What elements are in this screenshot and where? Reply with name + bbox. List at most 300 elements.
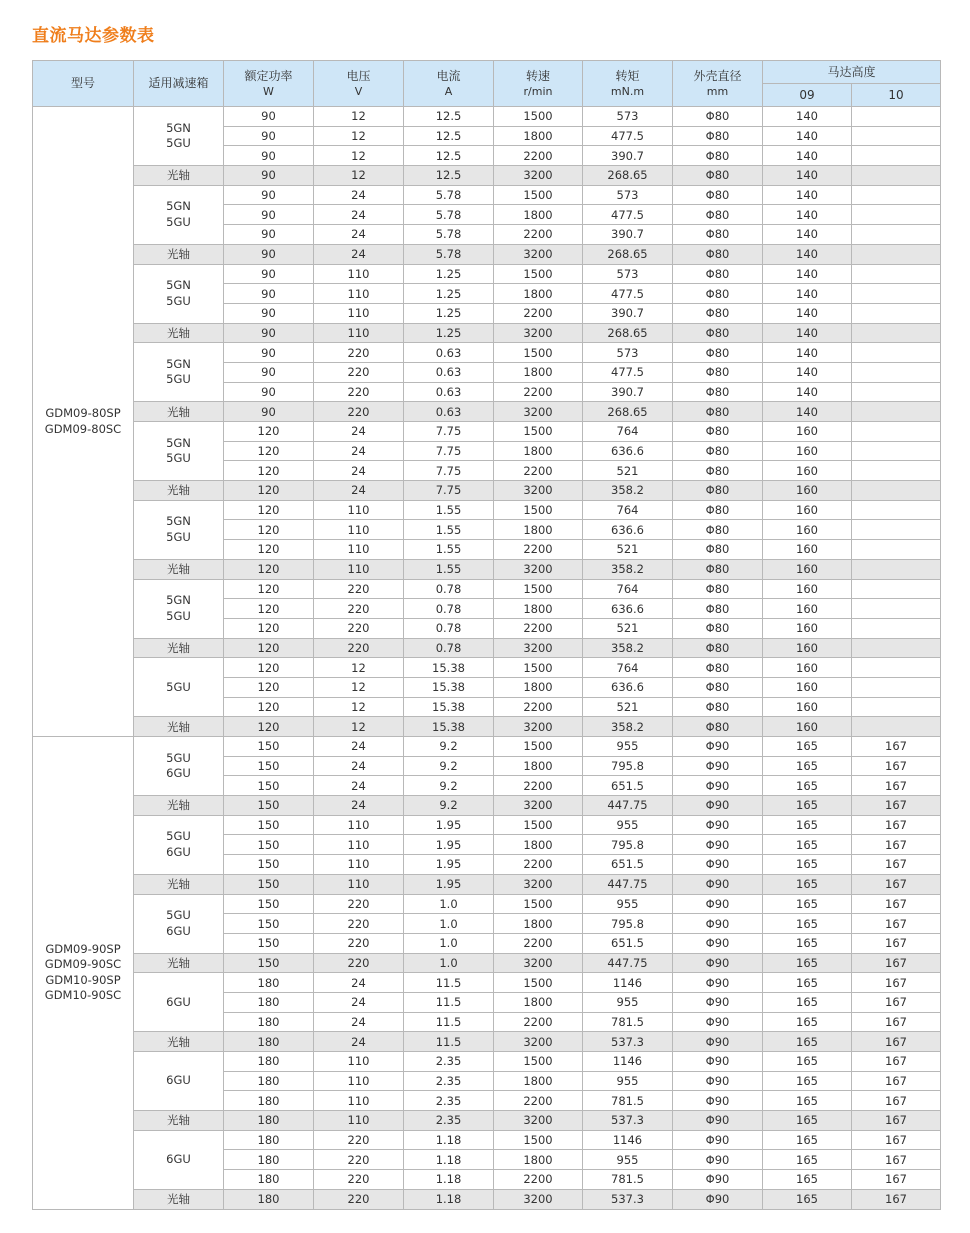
diameter-cell: Φ80 (673, 107, 763, 127)
height-10-cell: 167 (852, 1170, 941, 1190)
speed-cell: 1500 (494, 422, 583, 442)
height-09-cell: 165 (763, 874, 852, 894)
current-cell: 5.78 (404, 225, 494, 245)
diameter-cell: Φ80 (673, 461, 763, 481)
height-10-cell (852, 540, 941, 560)
table-row (33, 422, 941, 442)
height-09-cell: 140 (763, 107, 852, 127)
diameter-cell: Φ90 (673, 737, 763, 757)
gearbox-cell (134, 737, 224, 796)
voltage-cell: 110 (314, 1111, 404, 1131)
shaft-row (33, 481, 941, 501)
diameter-cell: Φ80 (673, 520, 763, 540)
height-10-cell (852, 382, 941, 402)
speed-cell: 2200 (494, 618, 583, 638)
voltage-cell: 220 (314, 1130, 404, 1150)
height-10-cell (852, 618, 941, 638)
power-cell: 90 (224, 264, 314, 284)
shaft-row (33, 244, 941, 264)
diameter-cell: Φ80 (673, 697, 763, 717)
torque-cell: 651.5 (583, 933, 673, 953)
voltage-cell: 12 (314, 126, 404, 146)
height-09-cell: 165 (763, 894, 852, 914)
table-row (33, 579, 941, 599)
height-10-cell (852, 599, 941, 619)
current-cell: 11.5 (404, 992, 494, 1012)
power-cell: 150 (224, 855, 314, 875)
power-cell: 90 (224, 284, 314, 304)
gearbox-name: 6GU (166, 766, 191, 781)
gearbox-name: 5GN (166, 593, 191, 608)
power-cell: 90 (224, 402, 314, 422)
voltage-cell: 110 (314, 520, 404, 540)
speed-cell: 2200 (494, 303, 583, 323)
shaft-label-cell: 光轴 (134, 166, 224, 186)
model-name: GDM10-90SP (45, 972, 121, 987)
power-cell: 180 (224, 1111, 314, 1131)
gearbox-cell (134, 973, 224, 1032)
header-current (404, 61, 494, 107)
voltage-cell: 220 (314, 638, 404, 658)
shaft-label-cell: 光轴 (134, 874, 224, 894)
height-09-cell: 140 (763, 323, 852, 343)
torque-cell: 521 (583, 697, 673, 717)
header-voltage (314, 61, 404, 107)
speed-cell: 1500 (494, 107, 583, 127)
diameter-cell: Φ80 (673, 166, 763, 186)
voltage-cell: 110 (314, 815, 404, 835)
height-10-cell: 167 (852, 1130, 941, 1150)
model-name: GDM09-90SC (44, 957, 122, 972)
power-cell: 120 (224, 520, 314, 540)
diameter-cell: Φ80 (673, 599, 763, 619)
diameter-cell: Φ80 (673, 441, 763, 461)
height-09-cell: 165 (763, 1170, 852, 1190)
power-cell: 120 (224, 717, 314, 737)
power-cell: 180 (224, 1130, 314, 1150)
diameter-cell: Φ80 (673, 284, 763, 304)
current-cell: 1.95 (404, 855, 494, 875)
current-cell: 7.75 (404, 422, 494, 442)
height-10-cell (852, 441, 941, 461)
torque-cell: 390.7 (583, 382, 673, 402)
shaft-label-cell: 光轴 (134, 244, 224, 264)
height-09-cell: 140 (763, 205, 852, 225)
speed-cell: 3200 (494, 166, 583, 186)
current-cell: 2.35 (404, 1052, 494, 1072)
diameter-cell: Φ80 (673, 638, 763, 658)
speed-cell: 1500 (494, 185, 583, 205)
voltage-cell: 110 (314, 303, 404, 323)
gearbox-name: 5GU (166, 372, 191, 387)
speed-cell: 2200 (494, 855, 583, 875)
table-body (33, 107, 941, 1210)
diameter-cell: Φ90 (673, 953, 763, 973)
speed-cell: 1500 (494, 658, 583, 678)
table-row (33, 973, 941, 993)
diameter-cell: Φ80 (673, 225, 763, 245)
torque-cell: 358.2 (583, 717, 673, 737)
power-cell: 150 (224, 796, 314, 816)
speed-cell: 1800 (494, 992, 583, 1012)
header-torque-unit: mN.m (610, 84, 645, 98)
height-10-cell (852, 107, 941, 127)
shaft-label-cell: 光轴 (134, 402, 224, 422)
height-10-cell (852, 185, 941, 205)
diameter-cell: Φ90 (673, 894, 763, 914)
speed-cell: 2200 (494, 1012, 583, 1032)
table-row (33, 815, 941, 835)
height-09-cell: 160 (763, 697, 852, 717)
power-cell: 90 (224, 362, 314, 382)
voltage-cell: 24 (314, 422, 404, 442)
diameter-cell: Φ90 (673, 1071, 763, 1091)
shaft-row (33, 1189, 941, 1209)
height-10-cell (852, 323, 941, 343)
height-10-cell: 167 (852, 914, 941, 934)
height-09-cell: 160 (763, 599, 852, 619)
speed-cell: 1800 (494, 835, 583, 855)
shaft-label-cell: 光轴 (134, 953, 224, 973)
voltage-cell: 220 (314, 914, 404, 934)
diameter-cell: Φ90 (673, 796, 763, 816)
header-current-label: 电流 (436, 68, 461, 83)
voltage-cell: 220 (314, 933, 404, 953)
height-10-cell: 167 (852, 992, 941, 1012)
header-height: 马达高度 (763, 61, 941, 84)
diameter-cell: Φ80 (673, 146, 763, 166)
height-09-cell: 140 (763, 185, 852, 205)
voltage-cell: 24 (314, 973, 404, 993)
torque-cell: 636.6 (583, 599, 673, 619)
height-10-cell: 167 (852, 1091, 941, 1111)
power-cell: 150 (224, 756, 314, 776)
speed-cell: 1500 (494, 737, 583, 757)
height-09-cell: 165 (763, 992, 852, 1012)
power-cell: 90 (224, 166, 314, 186)
torque-cell: 781.5 (583, 1091, 673, 1111)
torque-cell: 636.6 (583, 677, 673, 697)
voltage-cell: 110 (314, 264, 404, 284)
power-cell: 180 (224, 1189, 314, 1209)
power-cell: 180 (224, 1071, 314, 1091)
diameter-cell: Φ90 (673, 1170, 763, 1190)
torque-cell: 268.65 (583, 244, 673, 264)
header-voltage-label: 电压 (346, 68, 371, 83)
torque-cell: 268.65 (583, 166, 673, 186)
current-cell: 2.35 (404, 1111, 494, 1131)
torque-cell: 477.5 (583, 362, 673, 382)
voltage-cell: 24 (314, 737, 404, 757)
speed-cell: 1500 (494, 579, 583, 599)
header-power-label: 额定功率 (244, 68, 293, 83)
power-cell: 90 (224, 343, 314, 363)
gearbox-name: 5GN (166, 435, 191, 450)
current-cell: 5.78 (404, 185, 494, 205)
current-cell: 15.38 (404, 717, 494, 737)
voltage-cell: 110 (314, 559, 404, 579)
height-10-cell (852, 362, 941, 382)
speed-cell: 2200 (494, 1170, 583, 1190)
torque-cell: 573 (583, 107, 673, 127)
torque-cell: 521 (583, 540, 673, 560)
model-name: GDM09-80SP (45, 406, 121, 420)
model-cell (33, 107, 134, 737)
height-10-cell (852, 402, 941, 422)
gearbox-cell (134, 185, 224, 244)
height-09-cell: 140 (763, 166, 852, 186)
height-10-cell: 167 (852, 776, 941, 796)
voltage-cell: 24 (314, 205, 404, 225)
voltage-cell: 110 (314, 500, 404, 520)
power-cell: 120 (224, 638, 314, 658)
current-cell: 9.2 (404, 737, 494, 757)
gearbox-cell (134, 579, 224, 638)
header-diameter (673, 61, 763, 107)
height-10-cell: 167 (852, 973, 941, 993)
power-cell: 90 (224, 225, 314, 245)
height-09-cell: 165 (763, 1012, 852, 1032)
table-row (33, 1130, 941, 1150)
height-09-cell: 165 (763, 835, 852, 855)
diameter-cell: Φ80 (673, 382, 763, 402)
power-cell: 90 (224, 205, 314, 225)
height-09-cell: 140 (763, 264, 852, 284)
diameter-cell: Φ90 (673, 1032, 763, 1052)
height-10-cell: 167 (852, 894, 941, 914)
current-cell: 11.5 (404, 1032, 494, 1052)
diameter-cell: Φ90 (673, 1012, 763, 1032)
current-cell: 1.0 (404, 933, 494, 953)
speed-cell: 1500 (494, 973, 583, 993)
height-09-cell: 165 (763, 1130, 852, 1150)
diameter-cell: Φ90 (673, 835, 763, 855)
current-cell: 0.78 (404, 599, 494, 619)
height-10-cell: 167 (852, 953, 941, 973)
header-torque-label: 转矩 (615, 68, 640, 83)
gearbox-name: 5GU (166, 829, 191, 844)
speed-cell: 3200 (494, 717, 583, 737)
shaft-label-cell: 光轴 (134, 1189, 224, 1209)
gearbox-name: 5GU (166, 451, 191, 466)
speed-cell: 1800 (494, 599, 583, 619)
height-10-cell: 167 (852, 1052, 941, 1072)
model-cell (33, 737, 134, 1210)
power-cell: 150 (224, 835, 314, 855)
power-cell: 150 (224, 874, 314, 894)
header-speed-label: 转速 (525, 68, 550, 83)
speed-cell: 3200 (494, 1032, 583, 1052)
speed-cell: 3200 (494, 796, 583, 816)
diameter-cell: Φ80 (673, 264, 763, 284)
height-09-cell: 160 (763, 638, 852, 658)
height-09-cell: 160 (763, 481, 852, 501)
gearbox-name: 5GU (166, 679, 191, 694)
diameter-cell: Φ90 (673, 992, 763, 1012)
height-09-cell: 165 (763, 776, 852, 796)
speed-cell: 1800 (494, 677, 583, 697)
current-cell: 5.78 (404, 244, 494, 264)
power-cell: 180 (224, 992, 314, 1012)
voltage-cell: 24 (314, 185, 404, 205)
torque-cell: 781.5 (583, 1012, 673, 1032)
height-09-cell: 160 (763, 579, 852, 599)
speed-cell: 3200 (494, 638, 583, 658)
speed-cell: 1800 (494, 441, 583, 461)
height-10-cell (852, 658, 941, 678)
table-row (33, 500, 941, 520)
height-10-cell: 167 (852, 1071, 941, 1091)
current-cell: 1.0 (404, 914, 494, 934)
torque-cell: 651.5 (583, 855, 673, 875)
speed-cell: 2200 (494, 146, 583, 166)
height-09-cell: 165 (763, 1032, 852, 1052)
table-row (33, 264, 941, 284)
table-row (33, 343, 941, 363)
speed-cell: 1800 (494, 1150, 583, 1170)
speed-cell: 1500 (494, 1052, 583, 1072)
power-cell: 150 (224, 737, 314, 757)
height-10-cell: 167 (852, 737, 941, 757)
current-cell: 15.38 (404, 677, 494, 697)
shaft-row (33, 638, 941, 658)
gearbox-cell (134, 107, 224, 166)
power-cell: 120 (224, 579, 314, 599)
table-row (33, 185, 941, 205)
voltage-cell: 110 (314, 540, 404, 560)
power-cell: 120 (224, 540, 314, 560)
voltage-cell: 12 (314, 697, 404, 717)
diameter-cell: Φ80 (673, 402, 763, 422)
diameter-cell: Φ80 (673, 126, 763, 146)
current-cell: 12.5 (404, 166, 494, 186)
height-09-cell: 160 (763, 461, 852, 481)
current-cell: 9.2 (404, 776, 494, 796)
current-cell: 1.18 (404, 1189, 494, 1209)
current-cell: 7.75 (404, 441, 494, 461)
height-09-cell: 165 (763, 933, 852, 953)
gearbox-name: 5GU (166, 293, 191, 308)
gearbox-cell (134, 343, 224, 402)
torque-cell: 573 (583, 343, 673, 363)
gearbox-cell (134, 264, 224, 323)
shaft-label-cell: 光轴 (134, 1032, 224, 1052)
power-cell: 120 (224, 559, 314, 579)
header-current-unit: A (444, 84, 453, 98)
voltage-cell: 24 (314, 441, 404, 461)
diameter-cell: Φ90 (673, 874, 763, 894)
height-09-cell: 140 (763, 244, 852, 264)
torque-cell: 573 (583, 264, 673, 284)
height-09-cell: 165 (763, 737, 852, 757)
shaft-row (33, 1032, 941, 1052)
torque-cell: 795.8 (583, 756, 673, 776)
power-cell: 120 (224, 599, 314, 619)
current-cell: 1.55 (404, 520, 494, 540)
power-cell: 120 (224, 481, 314, 501)
diameter-cell: Φ90 (673, 1150, 763, 1170)
height-10-cell (852, 677, 941, 697)
torque-cell: 795.8 (583, 914, 673, 934)
page-title: 直流马达参数表 (32, 26, 155, 46)
current-cell: 7.75 (404, 481, 494, 501)
shaft-row (33, 796, 941, 816)
speed-cell: 2200 (494, 540, 583, 560)
diameter-cell: Φ80 (673, 500, 763, 520)
current-cell: 1.18 (404, 1150, 494, 1170)
voltage-cell: 110 (314, 1052, 404, 1072)
speed-cell: 1500 (494, 343, 583, 363)
voltage-cell: 220 (314, 953, 404, 973)
header-torque (583, 61, 673, 107)
model-name: GDM09-80SC (44, 421, 122, 436)
power-cell: 150 (224, 815, 314, 835)
height-10-cell: 167 (852, 855, 941, 875)
torque-cell: 268.65 (583, 402, 673, 422)
current-cell: 2.35 (404, 1091, 494, 1111)
height-10-cell (852, 481, 941, 501)
diameter-cell: Φ80 (673, 205, 763, 225)
current-cell: 1.25 (404, 323, 494, 343)
height-09-cell: 160 (763, 540, 852, 560)
height-10-cell: 167 (852, 796, 941, 816)
voltage-cell: 12 (314, 677, 404, 697)
speed-cell: 1500 (494, 500, 583, 520)
gearbox-name: 6GU (166, 1073, 191, 1088)
torque-cell: 447.75 (583, 874, 673, 894)
power-cell: 90 (224, 185, 314, 205)
shaft-label-cell: 光轴 (134, 796, 224, 816)
header-power-unit: W (263, 84, 274, 98)
gearbox-name: 6GU (166, 844, 191, 859)
shaft-row (33, 323, 941, 343)
gearbox-name: 5GU (166, 908, 191, 923)
power-cell: 150 (224, 953, 314, 973)
table-row (33, 107, 941, 127)
voltage-cell: 220 (314, 402, 404, 422)
diameter-cell: Φ80 (673, 362, 763, 382)
header-diameter-label: 外壳直径 (693, 68, 742, 83)
model-name: GDM09-90SP (45, 941, 121, 956)
height-10-cell: 167 (852, 874, 941, 894)
header-height-10: 10 (852, 84, 941, 107)
voltage-cell: 12 (314, 658, 404, 678)
torque-cell: 521 (583, 461, 673, 481)
height-09-cell: 140 (763, 126, 852, 146)
gearbox-name: 5GN (166, 514, 191, 529)
torque-cell: 955 (583, 815, 673, 835)
diameter-cell: Φ80 (673, 540, 763, 560)
height-09-cell: 165 (763, 914, 852, 934)
height-09-cell: 160 (763, 677, 852, 697)
torque-cell: 955 (583, 737, 673, 757)
height-09-cell: 165 (763, 815, 852, 835)
diameter-cell: Φ80 (673, 481, 763, 501)
voltage-cell: 24 (314, 1012, 404, 1032)
torque-cell: 573 (583, 185, 673, 205)
voltage-cell: 12 (314, 166, 404, 186)
speed-cell: 3200 (494, 559, 583, 579)
current-cell: 1.55 (404, 500, 494, 520)
torque-cell: 477.5 (583, 284, 673, 304)
height-09-cell: 160 (763, 441, 852, 461)
shaft-row (33, 402, 941, 422)
voltage-cell: 12 (314, 107, 404, 127)
gearbox-cell (134, 815, 224, 874)
diameter-cell: Φ80 (673, 658, 763, 678)
height-09-cell: 165 (763, 953, 852, 973)
diameter-cell: Φ90 (673, 776, 763, 796)
